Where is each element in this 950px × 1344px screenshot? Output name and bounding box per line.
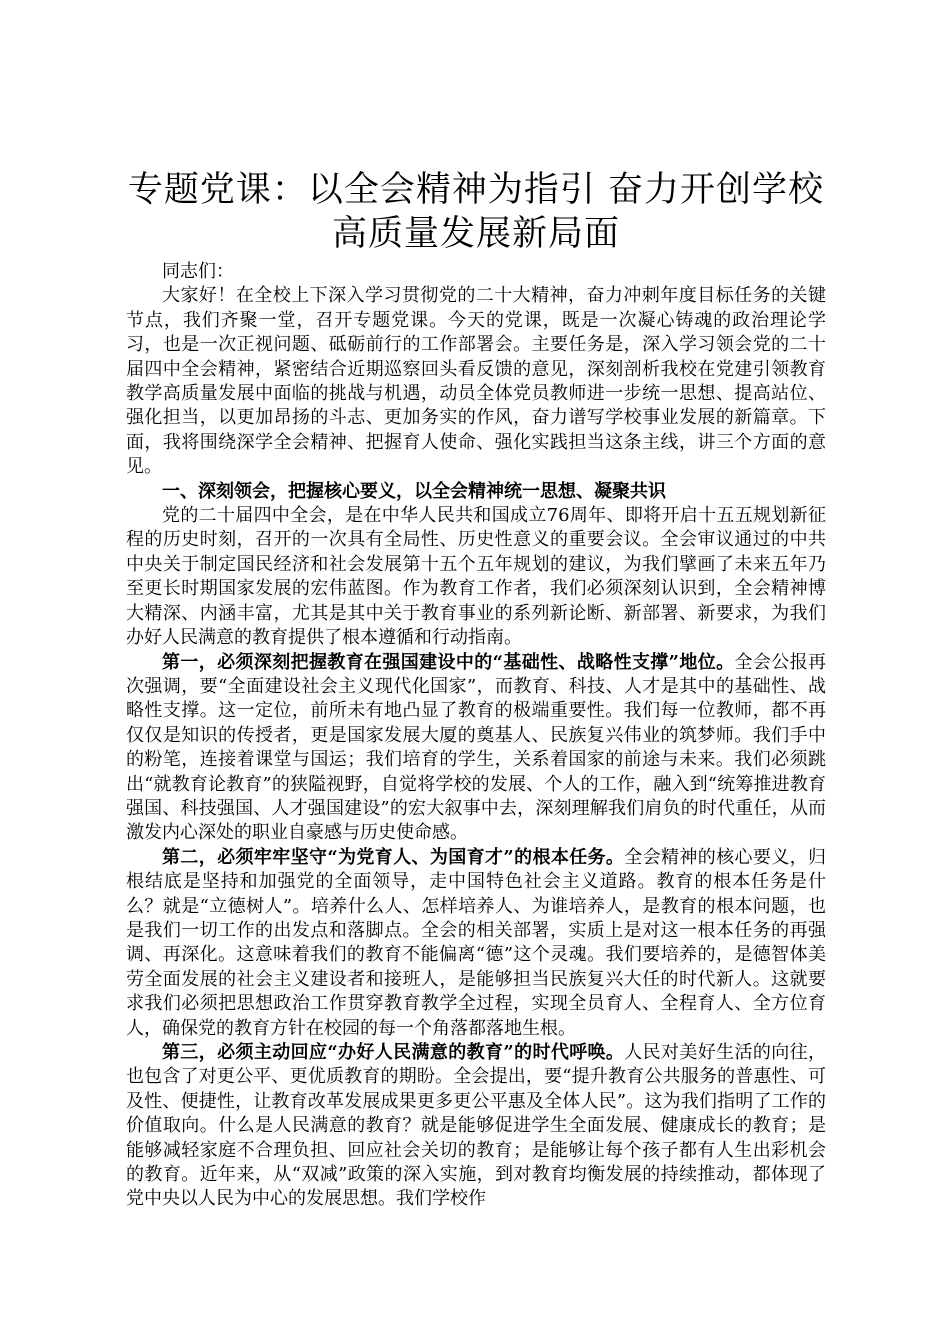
- intro-paragraph: 大家好！在全校上下深入学习贯彻党的二十大精神，奋力冲刺年度目标任务的关键节点，我们齐聚一堂，召开专题党课。今天的党课，既是一次凝心铸魂的政治理论学习，也是一次正视问题、砥砺前行的工作部署会。主要任务是，深入学习领会党的二十届四中全会精神，紧密结合近期巡察回头看反馈的意见，深刻剖析我校在党建引领教育教学高质量发展中面临的挑战与机遇，动员全体党员教师进一步统一思想、提高站位、强化担当，以更加昂扬的斗志、更加务实的作风，奋力谱写学校事业发展的新篇章。下面，我将围绕深学全会精神、把握育人使命、强化实践担当这条主线，讲三个方面的意见。: [126, 285, 826, 478]
- document-body: [126, 260, 826, 1212]
- point-2-lead: 第二，必须牢牢坚守“为党育人、为国育才”的根本任务。: [162, 846, 625, 868]
- salutation: 同志们：: [162, 261, 234, 282]
- point-3-paragraph: [126, 1041, 826, 1212]
- point-3-lead: 第三，必须主动回应“办好人民满意的教育”的时代呼唤。: [162, 1042, 625, 1063]
- section-1-paragraph: 党的二十届四中全会，是在中华人民共和国成立76周年、即将开启十五五规划新征程的历史时刻，召开的一次具有全局性、历史性意义的重要会议。全会审议通过的中共中央关于制定国民经济和社会发展第十五个五年规划的建议，为我们擘画了未来五年乃至更长时期国家发展的宏伟蓝图。作为教育工作者，我们必须深刻认识到，全会精神博大精深、内涵丰富，尤其是其中关于教育事业的系列新论断、新部署、新要求，为我们办好人民满意的教育提供了根本遵循和行动指南。: [126, 505, 826, 649]
- point-2-paragraph: [126, 846, 826, 1041]
- document-title: [126, 168, 826, 256]
- point-1-text: 全会公报再次强调，要“全面建设社会主义现代化国家”，而教育、科技、人才是其中的基础性、战略性支撑。这一定位，前所未有地凸显了教育的极端重要性。我们每一位教师，都不再仅仅是知识的传授者，更是国家发展大厦的奠基人、民族复兴伟业的筑梦师。我们手中的粉笔，连接着课堂与国运；我们培育的学生，关系着国家的前途与未来。我们必须跳出“就教育论教育”的狭隘视野，自觉将学校的发展、个人的工作，融入到“统筹推进教育强国、科技强国、人才强国建设”的宏大叙事中去，深刻理解我们肩负的时代重任，从而激发内心深处的职业自豪感与历史使命感。: [126, 651, 826, 844]
- point-1-paragraph: [126, 651, 826, 846]
- section-heading-1: 一、深刻领会，把握核心要义，以全会精神统一思想、凝聚共识: [162, 480, 666, 502]
- document-page: [126, 168, 826, 1212]
- point-2-text: 全会精神的核心要义，归根结底是坚持和加强党的全面领导，走中国特色社会主义道路。教育的根本任务是什么？就是“立德树人”。培养什么人、怎样培养人、为谁培养人，是教育的根本问题，也是我们一切工作的出发点和落脚点。全会的相关部署，实质上是对这一根本任务的再强调、再深化。这意味着我们的教育不能偏离“德”这个灵魂。我们要培养的，是德智体美劳全面发展的社会主义建设者和接班人，是能够担当民族复兴大任的时代新人。这就要求我们必须把思想政治工作贯穿教育教学全过程，实现全员育人、全程育人、全方位育人，确保党的教育方针在校园的每一个角落都落地生根。: [126, 846, 826, 1039]
- title-line-2: 高质量发展新局面: [331, 214, 620, 254]
- title-line-1: 专题党课：以全会精神为指引 奋力开创学校: [127, 170, 825, 210]
- point-1-lead: 第一，必须深刻把握教育在强国建设中的“基础性、战略性支撑”地位。: [162, 651, 735, 673]
- point-3-text: 人民对美好生活的向往，也包含了对更公平、更优质教育的期盼。全会提出，要“提升教育公共服务的普惠性、可及性、便捷性，让教育改革发展成果更多更公平惠及全体人民”。这为我们指明了工作的价值取向。什么是人民满意的教育？就是能够促进学生全面发展、健康成长的教育；是能够减轻家庭不合理负担、回应社会关切的教育；是能够让每个孩子都有人生出彩机会的教育。近年来，从“双减”政策的深入实施，到对教育均衡发展的持续推动，都体现了党中央以人民为中心的发展思想。我们学校作: [126, 1042, 826, 1210]
